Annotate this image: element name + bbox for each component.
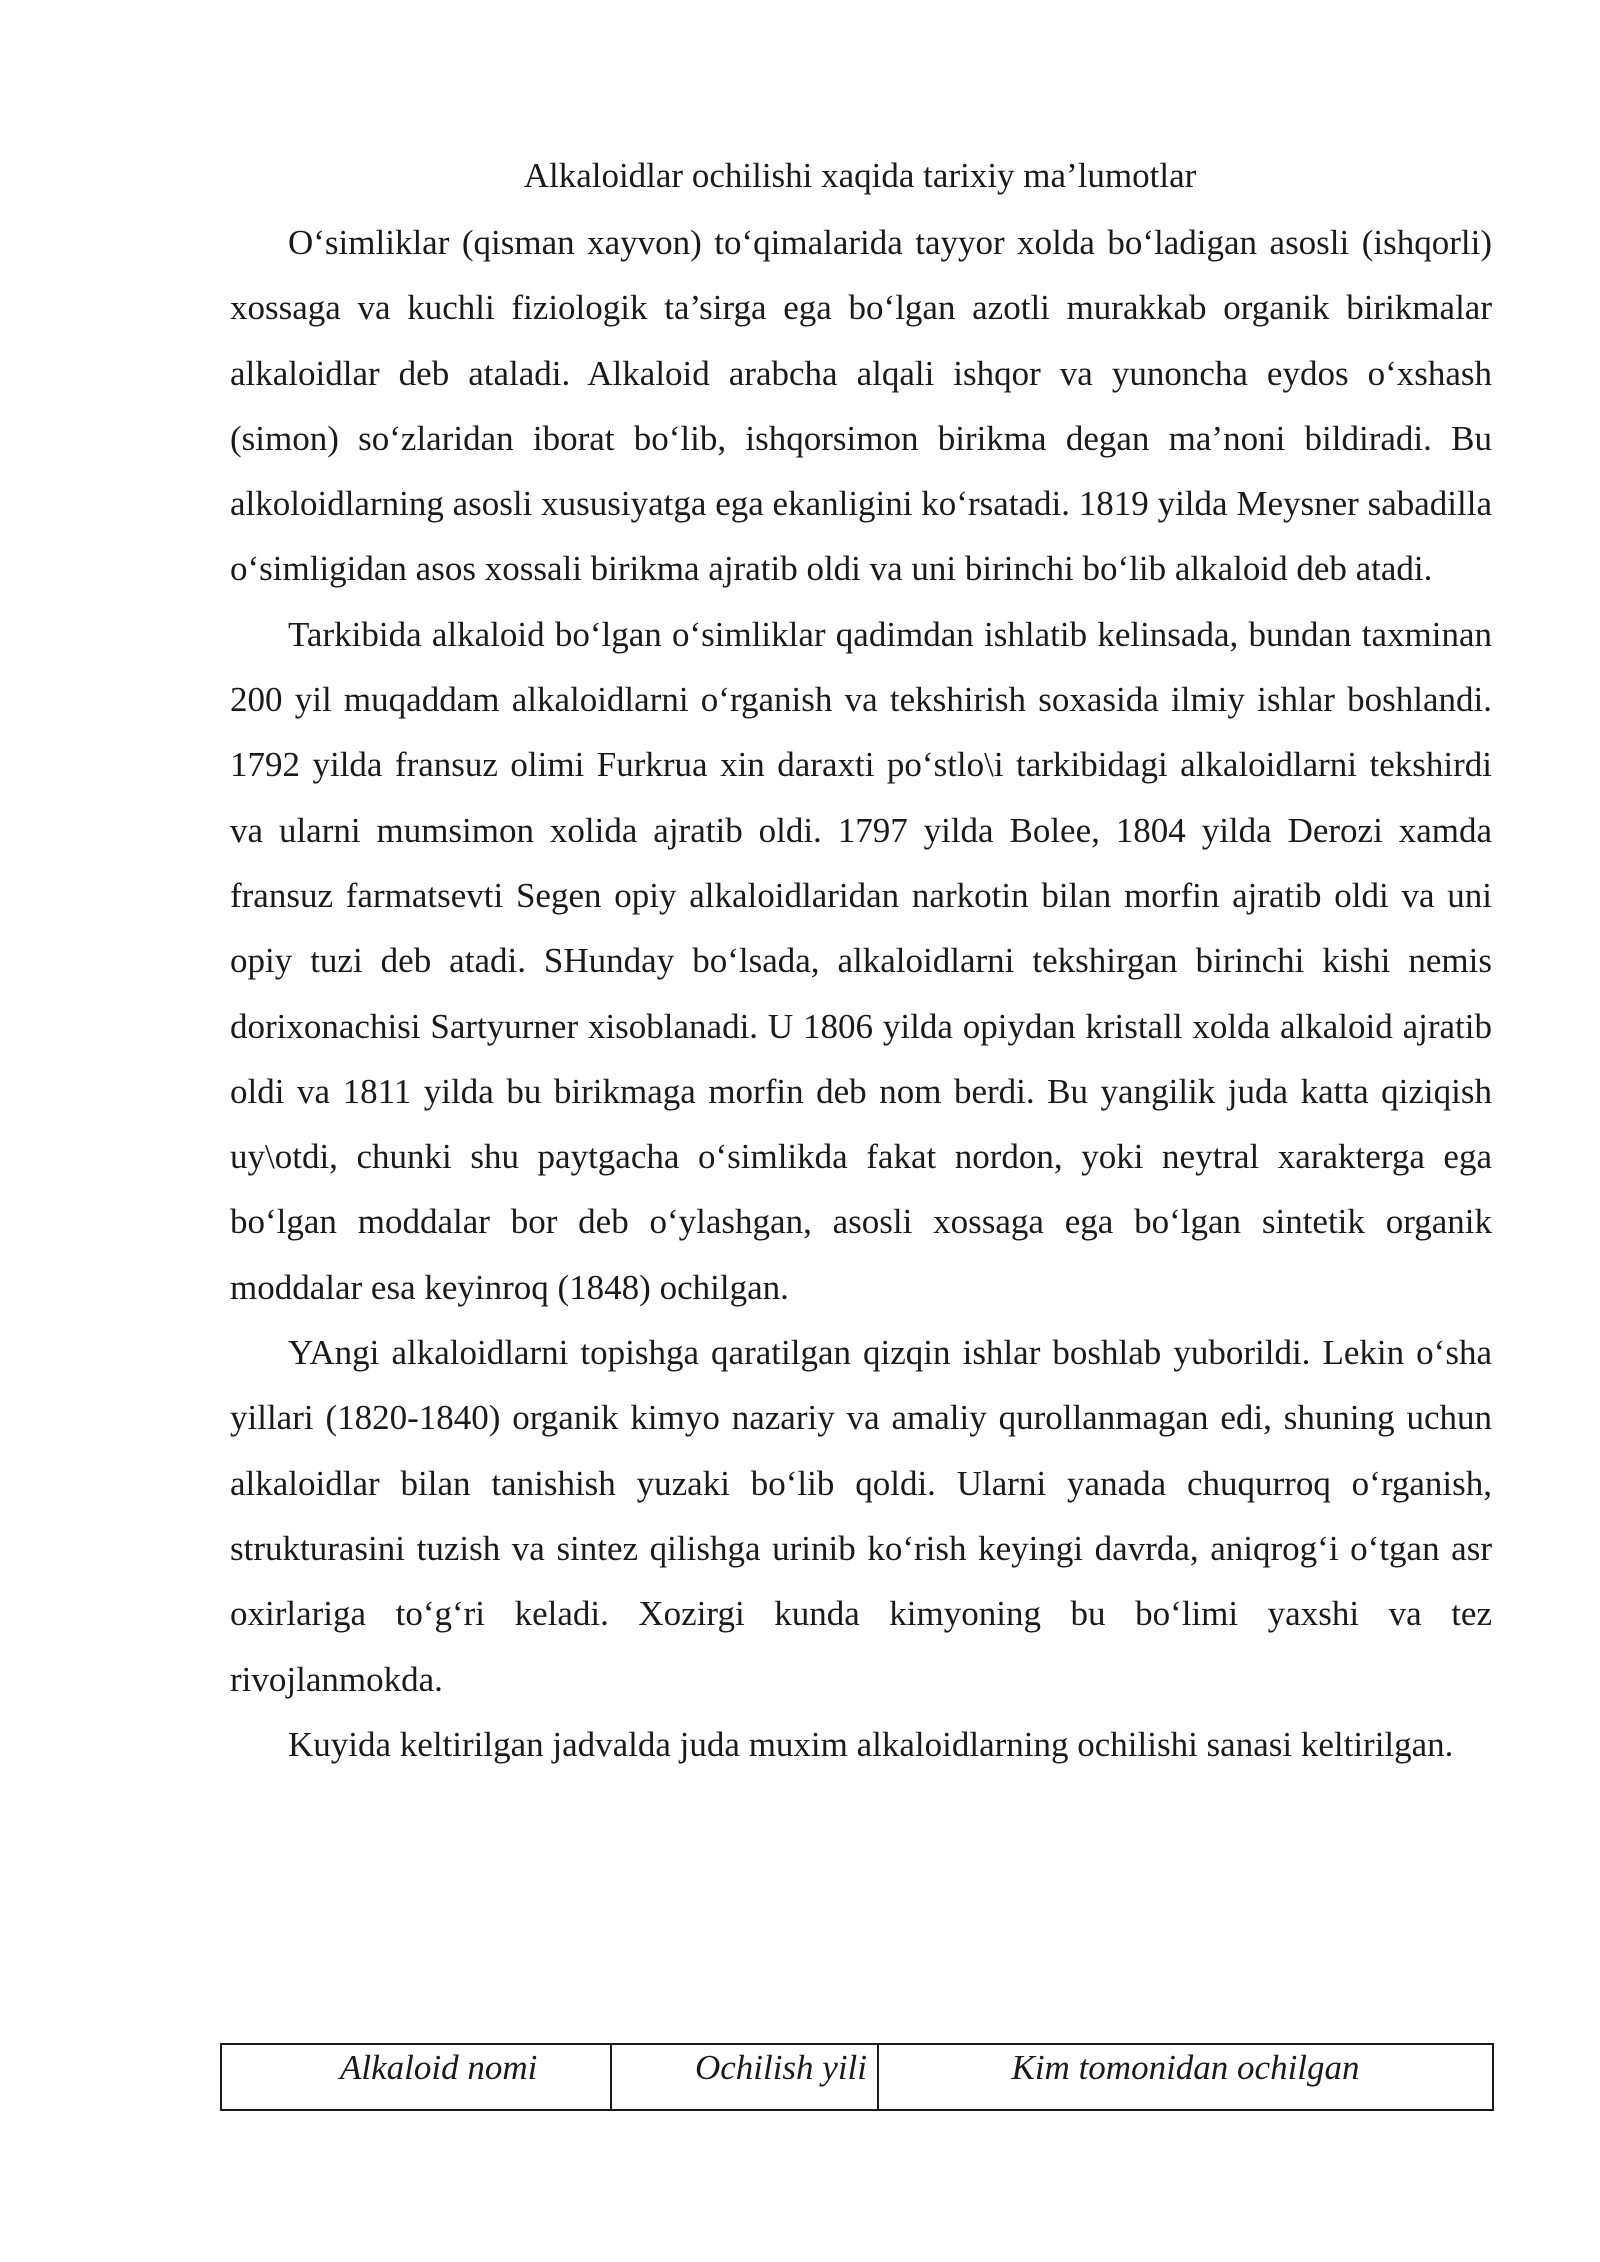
paragraph-history: Tarkibida alkaloid bo‘lgan o‘simliklar qadimdan ishlatib kelinsada, bundan taxminan 200 yil muqaddam alkaloidlarni o‘rganish va tekshirish soxasida ilmiy ishlar boshlandi. 1792 yilda fransuz olimi Furkrua xin daraxti po‘stlo\i tarkibidagi alkaloidlarni tekshirdi va ularni mumsimon xolida ajratib oldi. 1797 yilda Bolee, 1804 yilda Derozi xamda fransuz farmatsevti Segen opiy alkaloidlaridan narkotin bilan morfin ajratib oldi va uni opiy tuzi deb atadi. SHunday bo‘lsada, alkaloidlarni tekshirgan birinchi kishi nemis dorixonachisi Sartyurner xisoblanadi. U 1806 yilda opiydan kristall xolda alkaloid ajratib oldi va 1811 yilda bu birikmaga morfin deb nom berdi. Bu yangilik juda katta qiziqish uy\otdi, chunki shu paytgacha o‘simlikda fakat nordon, yoki neytral xarakterga ega bo‘lgan moddalar bor deb o‘ylashgan, asosli xossaga ega bo‘lgan sintetik organik moddalar esa keyinroq (1848) ochilgan. xyxy=(230,614,1492,1307)
column-header-discovered-by: Kim tomonidan ochilgan xyxy=(878,2044,1493,2110)
paragraph-research: YAngi alkaloidlarni topishga qaratilgan qizqin ishlar boshlab yuborildi. Lekin o‘sha yillari (1820-1840) organik kimyo nazariy va amaliy qurollanmagan edi, shuning uchun alkaloidlar bilan tanishish yuzaki bo‘lib qoldi. Ularni yanada chuqurroq o‘rganish, strukturasini tuzish va sintez qilishga urinib ko‘rish keyingi davrda, aniqrog‘i o‘tgan asr oxirlariga to‘g‘ri keladi. Xozirgi kunda kimyoning bu bo‘limi yaxshi va tez rivojlanmokda. xyxy=(230,1333,1492,1699)
table-header-row xyxy=(221,2044,1493,2110)
document-title: Alkaloidlar ochilishi xaqida tarixiy ma’lumotlar xyxy=(523,156,1197,195)
column-header-discovery-year: Ochilish yili xyxy=(611,2044,878,2110)
paragraph-definition: O‘simliklar (qisman xayvon) to‘qimalarida tayyor xolda bo‘ladigan asosli (ishqorli) xossaga va kuchli fiziologik ta’sirga ega bo‘lgan azotli murakkab organik birikmalar alkaloidlar deb ataladi. Alkaloid arabcha alqali ishqor va yunoncha eydos o‘xshash (simon) so‘zlaridan iborat bo‘lib, ishqorsimon birikma degan ma’noni bildiradi. Bu alkoloidlarning asosli xususiyatga ega ekanligini ko‘rsatadi. 1819 yilda Meysner sabadilla o‘simligidan asos xossali birikma ajratib oldi va uni birinchi bo‘lib alkaloid deb atadi. xyxy=(230,223,1492,589)
document-body xyxy=(230,210,1492,1777)
paragraph-table-intro: Kuyida keltirilgan jadvalda juda muxim alkaloidlarning ochilishi sanasi keltirilgan. xyxy=(288,1724,1454,1764)
alkaloid-discovery-table xyxy=(220,2043,1494,2111)
column-header-alkaloid-name: Alkaloid nomi xyxy=(221,2044,611,2110)
